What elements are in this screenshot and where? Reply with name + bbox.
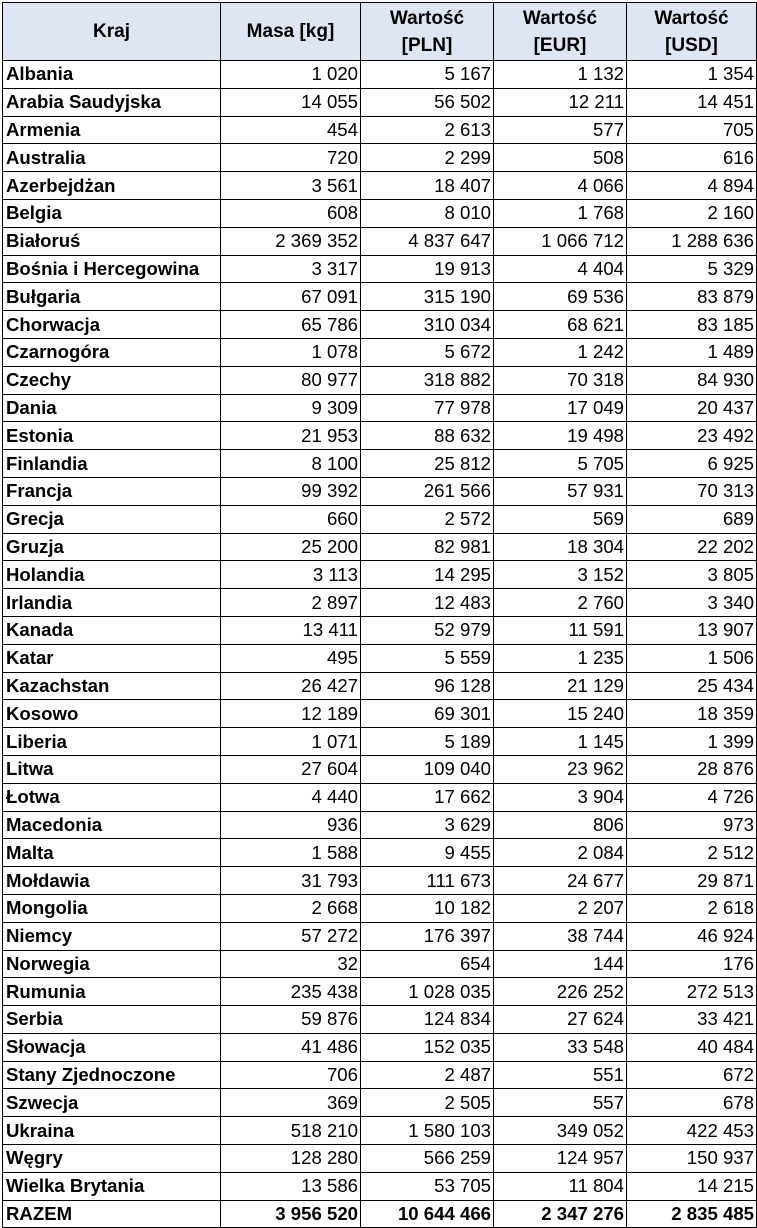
mass-cell: 1 071 bbox=[221, 728, 361, 756]
table-row bbox=[3, 116, 757, 144]
eur-cell: 11 804 bbox=[494, 1172, 627, 1200]
mass-cell: 2 668 bbox=[221, 894, 361, 922]
usd-cell: 2 512 bbox=[627, 839, 757, 867]
mass-cell: 3 317 bbox=[221, 255, 361, 283]
eur-cell: 57 931 bbox=[494, 477, 627, 505]
eur-cell: 2 207 bbox=[494, 894, 627, 922]
eur-cell: 806 bbox=[494, 811, 627, 839]
pln-cell: 25 812 bbox=[361, 450, 494, 478]
usd-cell: 6 925 bbox=[627, 450, 757, 478]
pln-cell: 12 483 bbox=[361, 589, 494, 617]
mass-cell: 936 bbox=[221, 811, 361, 839]
mass-cell: 31 793 bbox=[221, 867, 361, 895]
country-cell: Norwegia bbox=[3, 950, 221, 978]
usd-cell: 84 930 bbox=[627, 366, 757, 394]
pln-cell: 17 662 bbox=[361, 783, 494, 811]
usd-cell: 46 924 bbox=[627, 922, 757, 950]
country-cell: Arabia Saudyjska bbox=[3, 88, 221, 116]
header-kraj: Kraj bbox=[3, 3, 221, 61]
pln-cell: 53 705 bbox=[361, 1172, 494, 1200]
mass-cell: 65 786 bbox=[221, 311, 361, 339]
table-row bbox=[3, 144, 757, 172]
mass-cell: 235 438 bbox=[221, 978, 361, 1006]
mass-cell: 369 bbox=[221, 1089, 361, 1117]
total-pln-cell: 10 644 466 bbox=[361, 1200, 494, 1228]
eur-cell: 5 705 bbox=[494, 450, 627, 478]
eur-cell: 3 904 bbox=[494, 783, 627, 811]
usd-cell: 1 288 636 bbox=[627, 227, 757, 255]
mass-cell: 13 586 bbox=[221, 1172, 361, 1200]
usd-cell: 616 bbox=[627, 144, 757, 172]
country-cell: Ukraina bbox=[3, 1117, 221, 1145]
usd-cell: 18 359 bbox=[627, 700, 757, 728]
pln-cell: 5 559 bbox=[361, 644, 494, 672]
eur-cell: 4 404 bbox=[494, 255, 627, 283]
mass-cell: 57 272 bbox=[221, 922, 361, 950]
country-cell: Armenia bbox=[3, 116, 221, 144]
eur-cell: 18 304 bbox=[494, 533, 627, 561]
eur-cell: 27 624 bbox=[494, 1006, 627, 1034]
eur-cell: 1 132 bbox=[494, 61, 627, 89]
mass-cell: 720 bbox=[221, 144, 361, 172]
table-row bbox=[3, 867, 757, 895]
usd-cell: 14 451 bbox=[627, 88, 757, 116]
pln-cell: 310 034 bbox=[361, 311, 494, 339]
table-row bbox=[3, 366, 757, 394]
usd-cell: 25 434 bbox=[627, 672, 757, 700]
country-cell: Macedonia bbox=[3, 811, 221, 839]
mass-cell: 4 440 bbox=[221, 783, 361, 811]
pln-cell: 4 837 647 bbox=[361, 227, 494, 255]
table-row bbox=[3, 255, 757, 283]
mass-cell: 706 bbox=[221, 1061, 361, 1089]
table-row bbox=[3, 894, 757, 922]
usd-cell: 2 160 bbox=[627, 199, 757, 227]
table-row bbox=[3, 1172, 757, 1200]
mass-cell: 2 369 352 bbox=[221, 227, 361, 255]
usd-cell: 672 bbox=[627, 1061, 757, 1089]
pln-cell: 654 bbox=[361, 950, 494, 978]
country-cell: Belgia bbox=[3, 199, 221, 227]
eur-cell: 557 bbox=[494, 1089, 627, 1117]
table-row bbox=[3, 533, 757, 561]
usd-cell: 150 937 bbox=[627, 1145, 757, 1173]
pln-cell: 176 397 bbox=[361, 922, 494, 950]
mass-cell: 608 bbox=[221, 199, 361, 227]
usd-cell: 83 185 bbox=[627, 311, 757, 339]
pln-cell: 1 580 103 bbox=[361, 1117, 494, 1145]
mass-cell: 660 bbox=[221, 505, 361, 533]
mass-cell: 59 876 bbox=[221, 1006, 361, 1034]
usd-cell: 422 453 bbox=[627, 1117, 757, 1145]
usd-cell: 20 437 bbox=[627, 394, 757, 422]
country-cell: Mołdawia bbox=[3, 867, 221, 895]
eur-cell: 4 066 bbox=[494, 172, 627, 200]
mass-cell: 13 411 bbox=[221, 616, 361, 644]
country-cell: Francja bbox=[3, 477, 221, 505]
table-row bbox=[3, 1145, 757, 1173]
table-row bbox=[3, 199, 757, 227]
pln-cell: 96 128 bbox=[361, 672, 494, 700]
pln-cell: 77 978 bbox=[361, 394, 494, 422]
country-cell: Białoruś bbox=[3, 227, 221, 255]
eur-cell: 1 768 bbox=[494, 199, 627, 227]
usd-cell: 1 506 bbox=[627, 644, 757, 672]
mass-cell: 8 100 bbox=[221, 450, 361, 478]
usd-cell: 33 421 bbox=[627, 1006, 757, 1034]
eur-cell: 3 152 bbox=[494, 561, 627, 589]
eur-cell: 349 052 bbox=[494, 1117, 627, 1145]
usd-cell: 28 876 bbox=[627, 755, 757, 783]
country-cell: Kosowo bbox=[3, 700, 221, 728]
usd-cell: 1 399 bbox=[627, 728, 757, 756]
country-cell: Litwa bbox=[3, 755, 221, 783]
eur-cell: 2 084 bbox=[494, 839, 627, 867]
pln-cell: 261 566 bbox=[361, 477, 494, 505]
usd-cell: 23 492 bbox=[627, 422, 757, 450]
table-row bbox=[3, 1117, 757, 1145]
usd-cell: 3 340 bbox=[627, 589, 757, 617]
table-row bbox=[3, 88, 757, 116]
usd-cell: 3 805 bbox=[627, 561, 757, 589]
table-row bbox=[3, 978, 757, 1006]
pln-cell: 18 407 bbox=[361, 172, 494, 200]
eur-cell: 24 677 bbox=[494, 867, 627, 895]
table-row bbox=[3, 450, 757, 478]
table-row bbox=[3, 172, 757, 200]
pln-cell: 8 010 bbox=[361, 199, 494, 227]
table-row bbox=[3, 1033, 757, 1061]
header-usd: Wartość [USD] bbox=[627, 3, 757, 61]
country-cell: Holandia bbox=[3, 561, 221, 589]
table-row bbox=[3, 616, 757, 644]
country-cell: Azerbejdżan bbox=[3, 172, 221, 200]
pln-cell: 3 629 bbox=[361, 811, 494, 839]
country-cell: Mongolia bbox=[3, 894, 221, 922]
table-row bbox=[3, 644, 757, 672]
eur-cell: 1 066 712 bbox=[494, 227, 627, 255]
table-row bbox=[3, 811, 757, 839]
usd-cell: 29 871 bbox=[627, 867, 757, 895]
pln-cell: 566 259 bbox=[361, 1145, 494, 1173]
mass-cell: 99 392 bbox=[221, 477, 361, 505]
usd-cell: 973 bbox=[627, 811, 757, 839]
usd-cell: 4 894 bbox=[627, 172, 757, 200]
pln-cell: 56 502 bbox=[361, 88, 494, 116]
mass-cell: 32 bbox=[221, 950, 361, 978]
mass-cell: 25 200 bbox=[221, 533, 361, 561]
eur-cell: 144 bbox=[494, 950, 627, 978]
table-row bbox=[3, 505, 757, 533]
total-row bbox=[3, 1200, 757, 1228]
country-cell: Serbia bbox=[3, 1006, 221, 1034]
usd-cell: 70 313 bbox=[627, 477, 757, 505]
header-pln: Wartość [PLN] bbox=[361, 3, 494, 61]
pln-cell: 2 572 bbox=[361, 505, 494, 533]
country-cell: Stany Zjednoczone bbox=[3, 1061, 221, 1089]
eur-cell: 551 bbox=[494, 1061, 627, 1089]
pln-cell: 2 613 bbox=[361, 116, 494, 144]
mass-cell: 26 427 bbox=[221, 672, 361, 700]
country-cell: Finlandia bbox=[3, 450, 221, 478]
table-row bbox=[3, 477, 757, 505]
usd-cell: 5 329 bbox=[627, 255, 757, 283]
table-row bbox=[3, 283, 757, 311]
table-row bbox=[3, 728, 757, 756]
pln-cell: 109 040 bbox=[361, 755, 494, 783]
eur-cell: 1 145 bbox=[494, 728, 627, 756]
pln-cell: 124 834 bbox=[361, 1006, 494, 1034]
mass-cell: 12 189 bbox=[221, 700, 361, 728]
table-row bbox=[3, 394, 757, 422]
usd-cell: 689 bbox=[627, 505, 757, 533]
table-row bbox=[3, 783, 757, 811]
pln-cell: 2 299 bbox=[361, 144, 494, 172]
country-cell: Kazachstan bbox=[3, 672, 221, 700]
pln-cell: 10 182 bbox=[361, 894, 494, 922]
country-cell: Australia bbox=[3, 144, 221, 172]
total-usd-cell: 2 835 485 bbox=[627, 1200, 757, 1228]
country-cell: Słowacja bbox=[3, 1033, 221, 1061]
pln-cell: 52 979 bbox=[361, 616, 494, 644]
pln-cell: 82 981 bbox=[361, 533, 494, 561]
country-cell: Grecja bbox=[3, 505, 221, 533]
country-cell: Czarnogóra bbox=[3, 338, 221, 366]
mass-cell: 67 091 bbox=[221, 283, 361, 311]
table-row bbox=[3, 950, 757, 978]
pln-cell: 5 189 bbox=[361, 728, 494, 756]
eur-cell: 577 bbox=[494, 116, 627, 144]
mass-cell: 3 113 bbox=[221, 561, 361, 589]
country-cell: Bośnia i Hercegowina bbox=[3, 255, 221, 283]
eur-cell: 21 129 bbox=[494, 672, 627, 700]
eur-cell: 1 235 bbox=[494, 644, 627, 672]
header-row bbox=[3, 3, 757, 61]
pln-cell: 69 301 bbox=[361, 700, 494, 728]
table-row bbox=[3, 561, 757, 589]
country-cell: Wielka Brytania bbox=[3, 1172, 221, 1200]
pln-cell: 14 295 bbox=[361, 561, 494, 589]
table-row bbox=[3, 589, 757, 617]
pln-cell: 5 672 bbox=[361, 338, 494, 366]
eur-cell: 1 242 bbox=[494, 338, 627, 366]
country-cell: Chorwacja bbox=[3, 311, 221, 339]
eur-cell: 68 621 bbox=[494, 311, 627, 339]
usd-cell: 272 513 bbox=[627, 978, 757, 1006]
eur-cell: 226 252 bbox=[494, 978, 627, 1006]
table-row bbox=[3, 338, 757, 366]
table-row bbox=[3, 755, 757, 783]
pln-cell: 152 035 bbox=[361, 1033, 494, 1061]
eur-cell: 17 049 bbox=[494, 394, 627, 422]
eur-cell: 69 536 bbox=[494, 283, 627, 311]
eur-cell: 15 240 bbox=[494, 700, 627, 728]
eur-cell: 508 bbox=[494, 144, 627, 172]
country-cell: Malta bbox=[3, 839, 221, 867]
country-cell: Dania bbox=[3, 394, 221, 422]
eur-cell: 38 744 bbox=[494, 922, 627, 950]
eur-cell: 33 548 bbox=[494, 1033, 627, 1061]
mass-cell: 41 486 bbox=[221, 1033, 361, 1061]
table-row bbox=[3, 839, 757, 867]
usd-cell: 22 202 bbox=[627, 533, 757, 561]
header-masa: Masa [kg] bbox=[221, 3, 361, 61]
country-cell: Węgry bbox=[3, 1145, 221, 1173]
country-cell: Łotwa bbox=[3, 783, 221, 811]
eur-cell: 19 498 bbox=[494, 422, 627, 450]
eur-cell: 12 211 bbox=[494, 88, 627, 116]
pln-cell: 2 505 bbox=[361, 1089, 494, 1117]
usd-cell: 2 618 bbox=[627, 894, 757, 922]
usd-cell: 1 354 bbox=[627, 61, 757, 89]
pln-cell: 5 167 bbox=[361, 61, 494, 89]
pln-cell: 318 882 bbox=[361, 366, 494, 394]
total-mass-cell: 3 956 520 bbox=[221, 1200, 361, 1228]
mass-cell: 495 bbox=[221, 644, 361, 672]
pln-cell: 19 913 bbox=[361, 255, 494, 283]
export-table bbox=[2, 2, 757, 1228]
table-row bbox=[3, 1061, 757, 1089]
mass-cell: 454 bbox=[221, 116, 361, 144]
usd-cell: 13 907 bbox=[627, 616, 757, 644]
table-row bbox=[3, 227, 757, 255]
country-cell: Irlandia bbox=[3, 589, 221, 617]
eur-cell: 124 957 bbox=[494, 1145, 627, 1173]
table-body bbox=[3, 61, 757, 1228]
usd-cell: 705 bbox=[627, 116, 757, 144]
usd-cell: 83 879 bbox=[627, 283, 757, 311]
country-cell: Czechy bbox=[3, 366, 221, 394]
table-row bbox=[3, 422, 757, 450]
table-row bbox=[3, 672, 757, 700]
country-cell: Szwecja bbox=[3, 1089, 221, 1117]
country-cell: Katar bbox=[3, 644, 221, 672]
country-cell: Bułgaria bbox=[3, 283, 221, 311]
table-row bbox=[3, 311, 757, 339]
table-row bbox=[3, 1006, 757, 1034]
usd-cell: 176 bbox=[627, 950, 757, 978]
mass-cell: 1 020 bbox=[221, 61, 361, 89]
eur-cell: 23 962 bbox=[494, 755, 627, 783]
table-row bbox=[3, 922, 757, 950]
pln-cell: 111 673 bbox=[361, 867, 494, 895]
pln-cell: 315 190 bbox=[361, 283, 494, 311]
pln-cell: 2 487 bbox=[361, 1061, 494, 1089]
mass-cell: 21 953 bbox=[221, 422, 361, 450]
country-cell: Estonia bbox=[3, 422, 221, 450]
mass-cell: 1 078 bbox=[221, 338, 361, 366]
pln-cell: 9 455 bbox=[361, 839, 494, 867]
mass-cell: 80 977 bbox=[221, 366, 361, 394]
country-cell: Albania bbox=[3, 61, 221, 89]
eur-cell: 569 bbox=[494, 505, 627, 533]
total-eur-cell: 2 347 276 bbox=[494, 1200, 627, 1228]
country-cell: Niemcy bbox=[3, 922, 221, 950]
table-row bbox=[3, 700, 757, 728]
pln-cell: 88 632 bbox=[361, 422, 494, 450]
eur-cell: 70 318 bbox=[494, 366, 627, 394]
total-country-cell: RAZEM bbox=[3, 1200, 221, 1228]
eur-cell: 2 760 bbox=[494, 589, 627, 617]
pln-cell: 1 028 035 bbox=[361, 978, 494, 1006]
country-cell: Rumunia bbox=[3, 978, 221, 1006]
mass-cell: 27 604 bbox=[221, 755, 361, 783]
table-row bbox=[3, 1089, 757, 1117]
mass-cell: 2 897 bbox=[221, 589, 361, 617]
country-cell: Liberia bbox=[3, 728, 221, 756]
usd-cell: 14 215 bbox=[627, 1172, 757, 1200]
usd-cell: 1 489 bbox=[627, 338, 757, 366]
mass-cell: 3 561 bbox=[221, 172, 361, 200]
mass-cell: 1 588 bbox=[221, 839, 361, 867]
mass-cell: 9 309 bbox=[221, 394, 361, 422]
mass-cell: 14 055 bbox=[221, 88, 361, 116]
usd-cell: 40 484 bbox=[627, 1033, 757, 1061]
country-cell: Gruzja bbox=[3, 533, 221, 561]
country-cell: Kanada bbox=[3, 616, 221, 644]
eur-cell: 11 591 bbox=[494, 616, 627, 644]
usd-cell: 678 bbox=[627, 1089, 757, 1117]
mass-cell: 518 210 bbox=[221, 1117, 361, 1145]
table-row bbox=[3, 61, 757, 89]
usd-cell: 4 726 bbox=[627, 783, 757, 811]
mass-cell: 128 280 bbox=[221, 1145, 361, 1173]
header-eur: Wartość [EUR] bbox=[494, 3, 627, 61]
